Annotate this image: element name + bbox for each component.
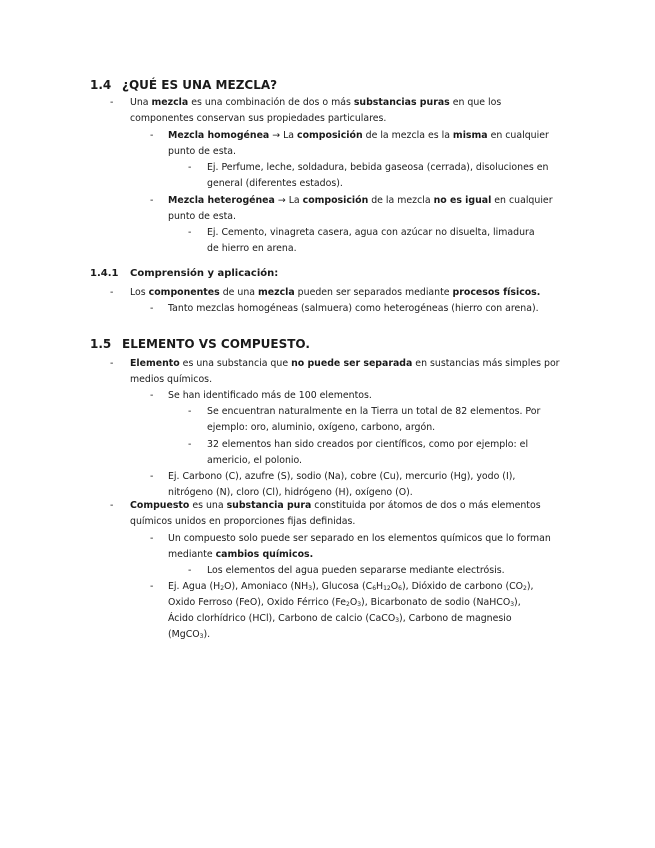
paragraph-line: Ej. Agua $(H_2O)$, Amoniaco $(NH_3)$, Glucosa $(C_6H_{12}O_6)$, Dióxido de carbono $(CO_2)$, xyxy=(168,581,534,592)
bullet-dash: - xyxy=(150,303,154,314)
bullet-dash: - xyxy=(150,390,154,401)
bullet-dash: - xyxy=(150,471,154,482)
bullet-dash: - xyxy=(110,97,114,108)
paragraph-line: Compuesto es una substancia pura constituida por átomos de dos o más elementos xyxy=(130,500,541,511)
paragraph-line: punto de esta. xyxy=(168,146,236,157)
paragraph-line: componentes conservan sus propiedades particulares. xyxy=(130,113,387,124)
section-number: 1.4.1 xyxy=(90,268,119,279)
paragraph-line: nitrógeno (N), cloro (Cl), hidrógeno (H), oxígeno (O). xyxy=(168,487,413,498)
bullet-dash: - xyxy=(150,195,154,206)
section-heading-1-4 xyxy=(90,78,277,92)
paragraph-line: Oxido Ferroso (FeO), Oxido Férrico $(Fe_2O_3)$, Bicarbonato de sodio (NaHCO$_3$), xyxy=(168,597,521,608)
bullet-dash: - xyxy=(188,227,192,238)
bullet-dash: - xyxy=(188,162,192,173)
paragraph-line: 32 elementos han sido creados por científicos, como por ejemplo: el xyxy=(207,439,529,450)
section-title: ¿QUÉ ES UNA MEZCLA? xyxy=(122,78,278,92)
paragraph-line: Mezcla homogénea → La composición de la mezcla es la misma en cualquier xyxy=(168,130,549,141)
section-heading-1-4-1 xyxy=(90,268,278,279)
paragraph-line: Los elementos del agua pueden separarse mediante electrósis. xyxy=(207,565,505,576)
paragraph-line: Se han identificado más de 100 elementos. xyxy=(168,390,372,401)
section-title: ELEMENTO VS COMPUESTO. xyxy=(122,337,310,351)
paragraph-line: Una mezcla es una combinación de dos o más substancias puras en que los xyxy=(130,97,502,108)
bullet-dash: - xyxy=(188,565,192,576)
paragraph-line: Ej. Cemento, vinagreta casera, agua con azúcar no disuelta, limadura xyxy=(207,227,535,238)
paragraph-line: Ácido clorhídrico (HCl), Carbono de calcio (CaCO$_3$), Carbono de magnesio xyxy=(168,613,512,624)
paragraph-line: mediante cambios químicos. xyxy=(168,549,314,560)
paragraph-line: general (diferentes estados). xyxy=(207,178,343,189)
bullet-dash: - xyxy=(110,500,114,511)
paragraph-line: Ej. Perfume, leche, soldadura, bebida gaseosa (cerrada), disoluciones en xyxy=(207,162,549,173)
bullet-dash: - xyxy=(110,358,114,369)
bullet-dash: - xyxy=(110,287,114,298)
section-title: Comprensión y aplicación: xyxy=(130,268,279,279)
bullet-dash: - xyxy=(150,533,154,544)
section-heading-1-5 xyxy=(90,337,310,351)
paragraph-line: Elemento es una substancia que no puede ser separada en sustancias más simples por xyxy=(130,358,560,369)
paragraph-line: Un compuesto solo puede ser separado en los elementos químicos que lo forman xyxy=(168,533,551,544)
paragraph-line: americio, el polonio. xyxy=(207,455,303,466)
paragraph-line: ejemplo: oro, aluminio, oxígeno, carbono, argón. xyxy=(207,422,436,433)
paragraph-line: punto de esta. xyxy=(168,211,236,222)
bullet-dash: - xyxy=(150,581,154,592)
paragraph-line: (MgCO$_3$). xyxy=(168,629,211,640)
bullet-dash: - xyxy=(150,130,154,141)
section-number: 1.4 xyxy=(90,78,112,92)
paragraph-line: Ej. Carbono (C), azufre (S), sodio (Na), cobre (Cu), mercurio (Hg), yodo (I), xyxy=(168,471,516,482)
bullet-dash: - xyxy=(188,406,192,417)
section-number: 1.5 xyxy=(90,337,112,351)
paragraph-line: químicos unidos en proporciones fijas definidas. xyxy=(130,516,356,527)
paragraph-line: Los componentes de una mezcla pueden ser separados mediante procesos físicos. xyxy=(130,287,541,298)
paragraph-line: Tanto mezclas homogéneas (salmuera) como heterogéneas (hierro con arena). xyxy=(168,303,539,314)
bullet-dash: - xyxy=(188,439,192,450)
paragraph-line: medios químicos. xyxy=(130,374,213,385)
paragraph-line: Mezcla heterogénea → La composición de la mezcla no es igual en cualquier xyxy=(168,195,553,206)
paragraph-line: Se encuentran naturalmente en la Tierra un total de 82 elementos. Por xyxy=(207,406,541,417)
paragraph-line: de hierro en arena. xyxy=(207,243,297,254)
